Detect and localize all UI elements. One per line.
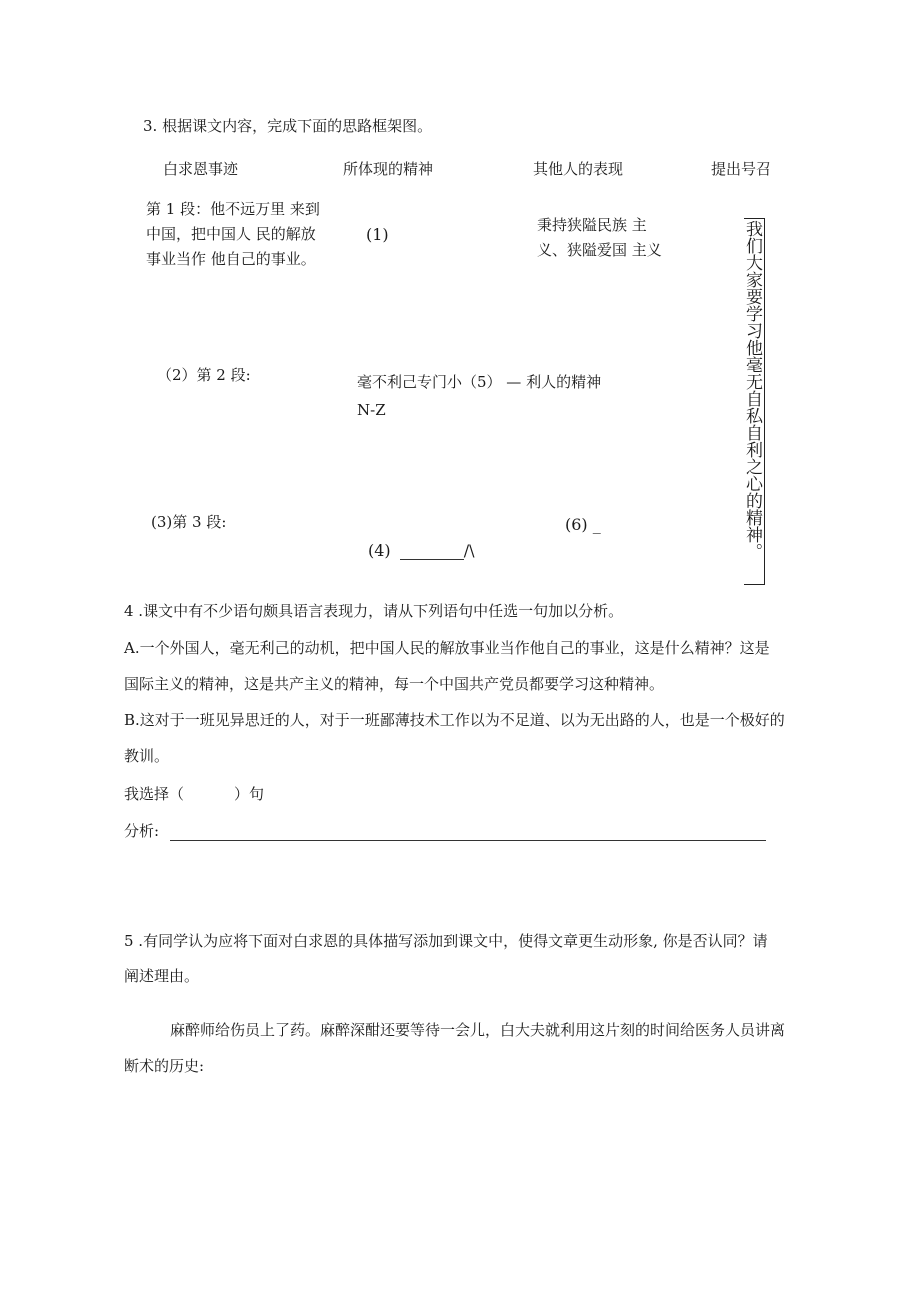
choose-sentence-line [124,783,264,804]
call-to-action-text: 我们大家要学习他毫无自私自利之心的精神。 [742,220,762,560]
row3-spirit-label: (4) [368,541,391,560]
row1-deed: 第 1 段：他不远万里 来到中国，把中国人 民的解放事业当作 他自己的事业。 [146,200,320,268]
q5-title-line2: 阐述理由。 [124,967,200,985]
row3-spirit-tail: /\ [463,541,475,560]
q4-option-b-line2: 教训。 [124,747,170,765]
row1-others: 秉持狭隘民族 主义、狭隘爱国 主义 [537,216,662,259]
analysis-line [124,820,766,841]
row1-spirit-blank: (1) [366,225,389,244]
row3-others-blank: (6) _ [565,515,601,534]
q5-passage-line1: 麻醉师给伤员上了药。麻醉深酣还要等待一会儿，白大夫就利用这片刻的时间给医务人员讲离 [170,1021,786,1039]
choose-suffix: ）句 [234,785,265,803]
box-bottom-tick [744,584,764,585]
row2-deed: （2）第 2 段: [157,366,251,384]
row3-spirit-blank [368,541,475,560]
header-others: 其他人的表现 [533,160,624,178]
row3-spirit-underline [400,559,464,560]
header-deeds: 白求恩事迹 [163,160,239,178]
choose-prefix: 我选择（ [124,785,185,803]
header-call: 提出号召 [711,160,772,178]
box-top-tick [744,218,764,219]
analysis-label: 分析: [124,822,160,840]
q5-passage-line2: 断术的历史: [124,1057,205,1075]
q4-option-a-line1: A.一个外国人，毫无利己的动机，把中国人民的解放事业当作他自己的事业，这是什么精神？这是 [124,639,770,657]
call-to-action-box [744,218,765,585]
q4-option-a-line2: 国际主义的精神，这是共产主义的精神，每一个中国共产党员都要学习这种精神。 [124,675,665,693]
header-spirit: 所体现的精神 [343,160,434,178]
row2-spirit: 毫不利己专门小（5） — 利人的精神 N-Z [357,373,602,419]
q5-title-line1: 5 .有同学认为应将下面对白求恩的具体描写添加到课文中，使得文章更生动形象, 你是否认同？请 [124,932,768,950]
q4-title: 4 .课文中有不少语句颇具语言表现力，请从下列语句中任选一句加以分析。 [124,602,624,620]
q4-option-b-line1: B.这对于一班见异思迁的人，对于一班鄙薄技术工作以为不足道、以为无出路的人，也是一个极好的 [124,711,785,729]
analysis-answer-line[interactable] [170,826,766,841]
q3-title: 3. 根据课文内容，完成下面的思路框架图。 [143,117,433,135]
row3-deed: (3)第 3 段: [151,513,227,531]
